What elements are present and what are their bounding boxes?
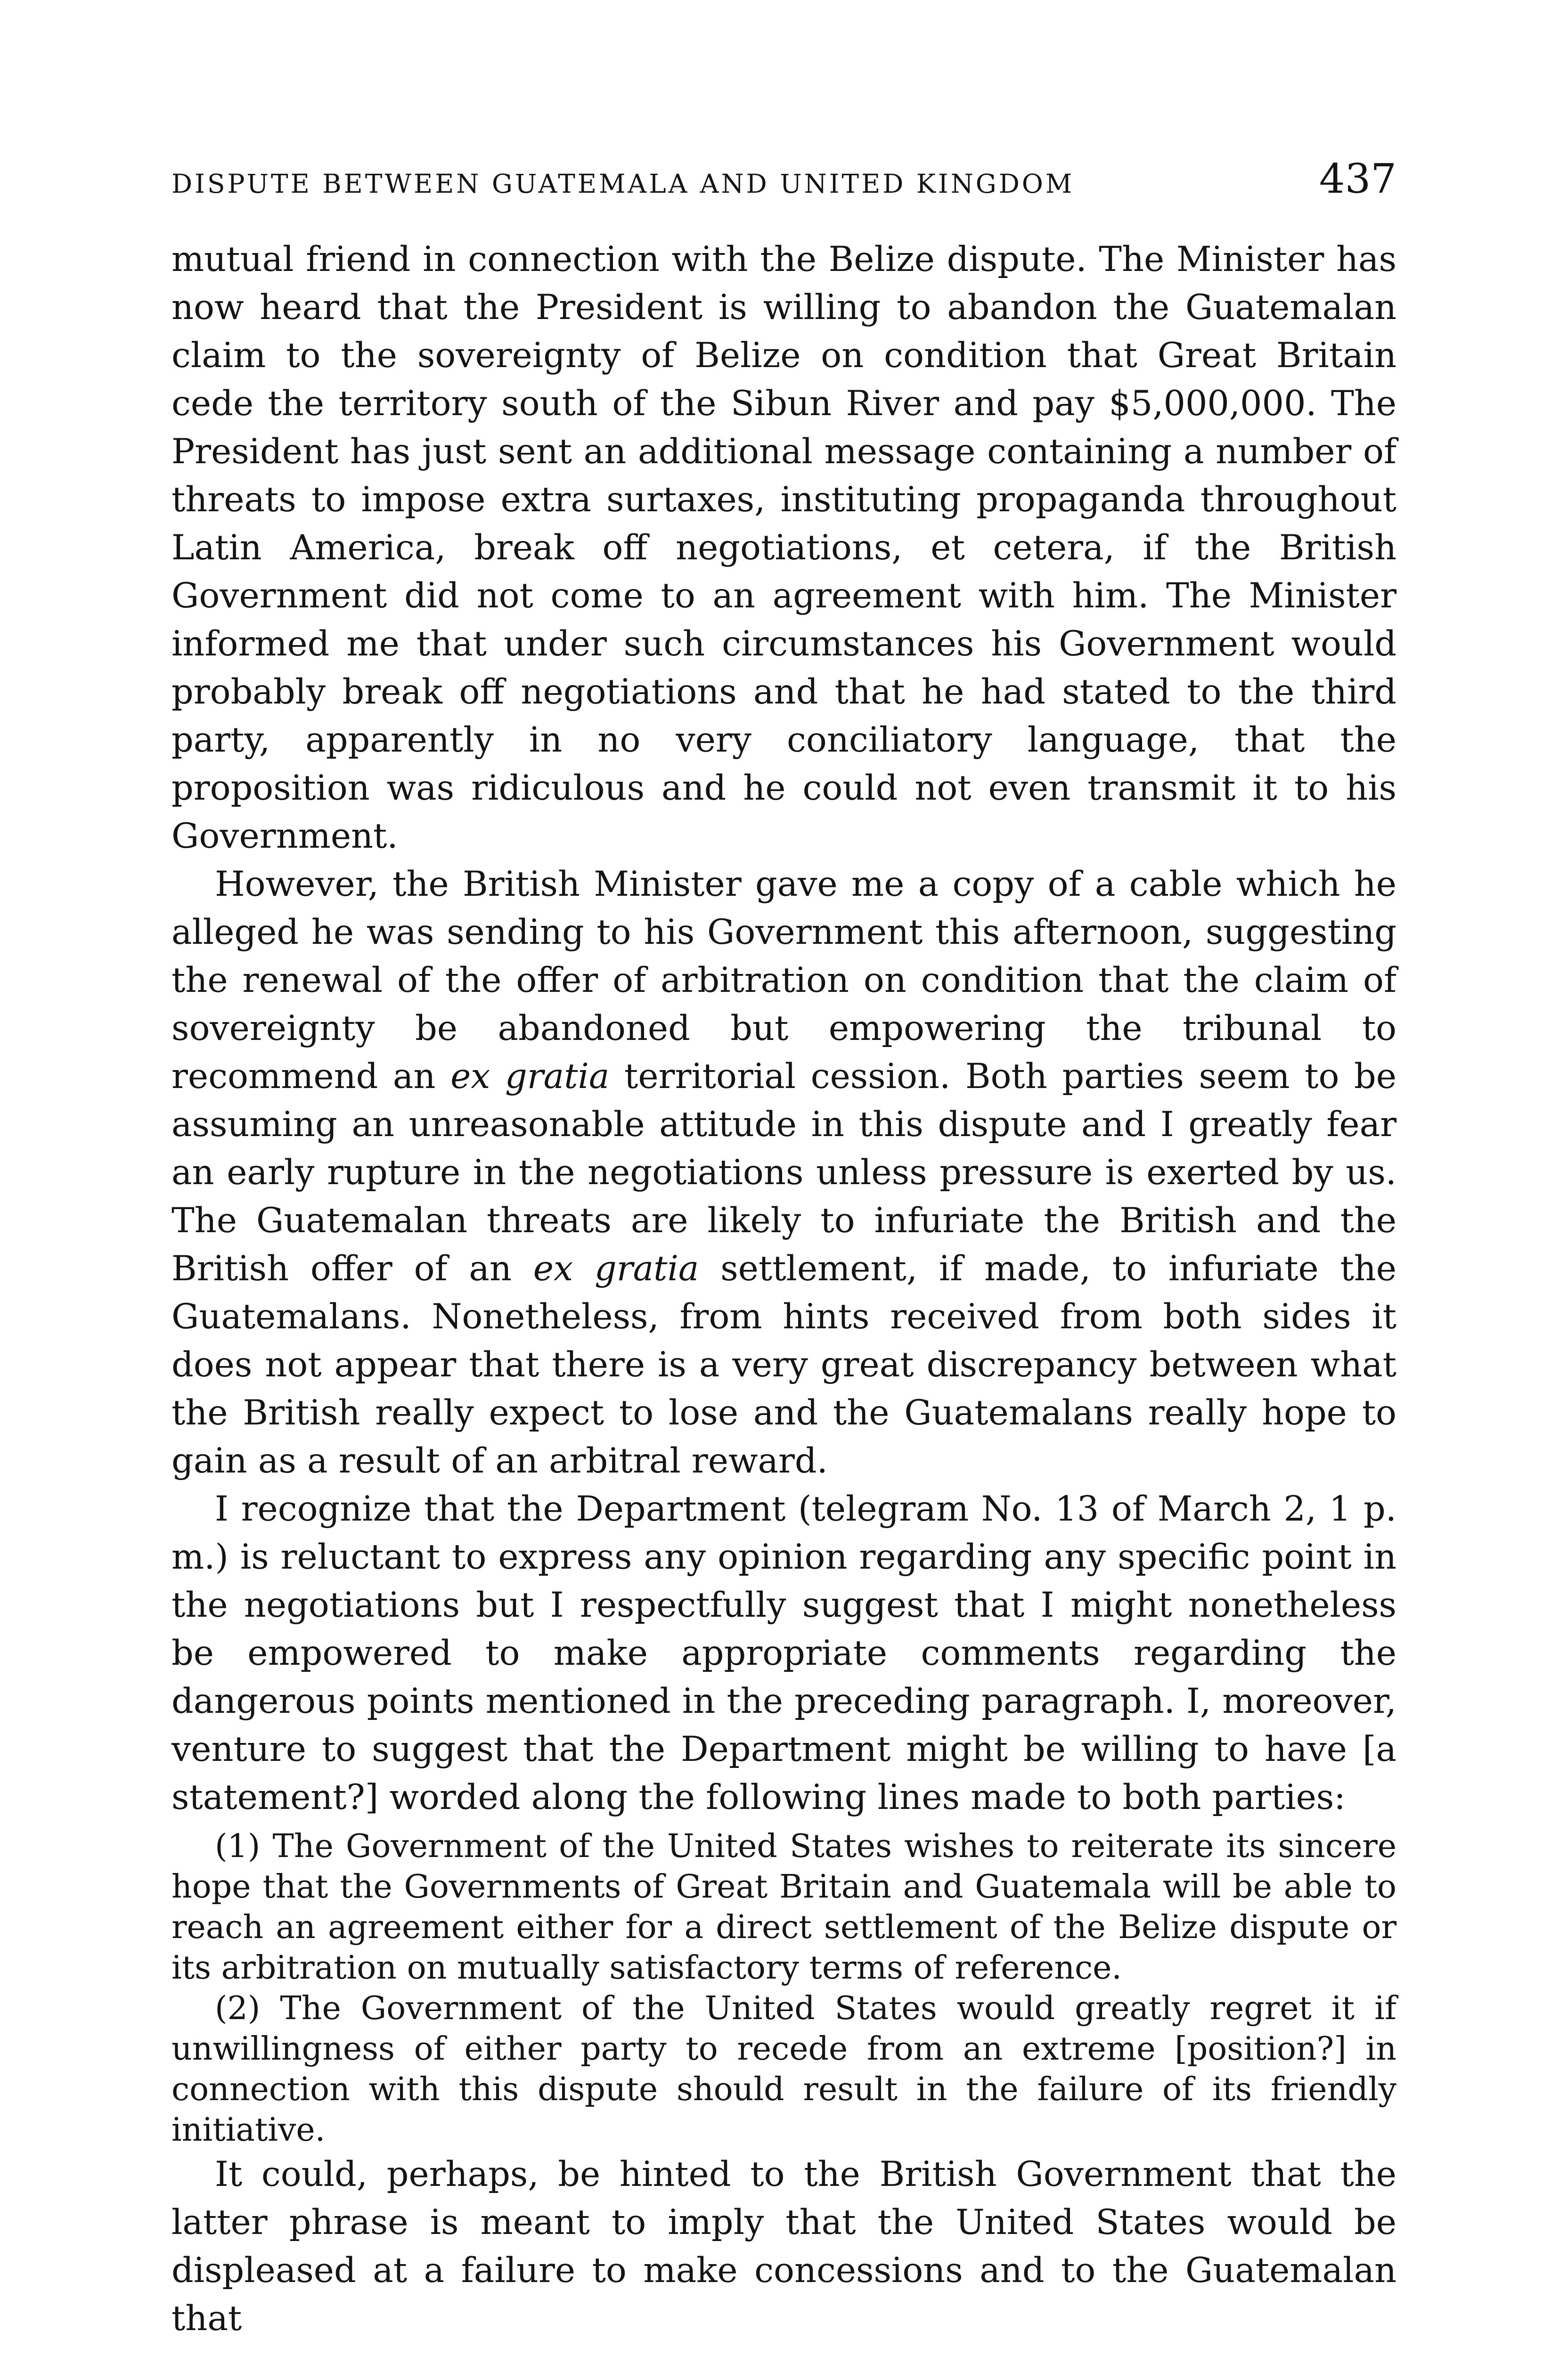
- text-run: mutual friend in connection with the Belize dispute. The Minister has now heard that the President is willing to abandon the Guatemalan claim to the sovereignty of Belize on condition that Great Britain cede the territory south of the Sibun River and pay $5,000,000. The President has just sent an additional message containing a number of threats to impose extra surtaxes, instituting propaganda throughout Latin America, break off negotiations, et cetera, if the British Government did not come to an agreement with him. The Minister informed me that under such circumstances his Government would probably break off negotiations and that he had stated to the third party, apparently in no very conciliatory language, that the proposition was ridiculous and he could not even transmit it to his Government.: [172, 239, 1396, 856]
- header-title: DISPUTE BETWEEN GUATEMALA AND UNITED KINGDOM: [172, 169, 1075, 199]
- text-run: I recognize that the Department (telegram No. 13 of March 2, 1 p. m.) is reluctant to express any opinion regarding any specific point in the negotiations but I respectfully suggest that I might nonetheless be empowered to make appropriate comments regarding the dangerous points mentioned in the preceding paragraph. I, moreover, venture to suggest that the Department might be willing to have [a statement?] worded along the following lines made to both parties:: [172, 1489, 1396, 1817]
- paragraph: [172, 1485, 1396, 1822]
- paragraph: [172, 236, 1396, 860]
- italic-term: ex gratia: [533, 1249, 699, 1289]
- text-run: territorial cession. Both parties seem to be assuming an unreasonable attitude in this dispute and I greatly fear an early rupture in the negotiations unless pressure is exerted by us. The Guatemalan threats are likely to infuriate the British and the British offer of an: [172, 1056, 1396, 1289]
- closing-paragraph: It could, perhaps, be hinted to the British Government that the latter phrase is meant to imply that the United States would be displeased at a failure to make concessions and to the Guatemalan that: [172, 2154, 1396, 2339]
- text-run: settlement, if made, to infuriate the Guatemalans. Nonetheless, from hints received from both sides it does not appear that there is a very great discrepancy between what the British really expect to lose and the Guatemalans really hope to gain as a result of an arbitral reward.: [172, 1249, 1396, 1481]
- body-text: [172, 236, 1396, 2343]
- running-header: [172, 155, 1396, 203]
- italic-term: ex gratia: [450, 1056, 610, 1096]
- quoted-point: (2) The Government of the United States would greatly regret it if unwillingness of either party to recede from an extreme [position?] in connection with this dispute should result in the failure of its friendly initiative.: [172, 1990, 1396, 2149]
- page-number: 437: [1319, 155, 1396, 203]
- text-run: However, the British Minister gave me a copy of a cable which he alleged he was sending to his Government this afternoon, suggesting the renewal of the offer of arbitration on condition that the claim of sovereignty be abandoned but empowering the tribunal to recommend an: [172, 864, 1396, 1096]
- quoted-point: (1) The Government of the United States wishes to reiterate its sincere hope that the Governments of Great Britain and Guatemala will be able to reach an agreement either for a direct settlement of the Belize dispute or its arbitration on mutually satisfactory terms of reference.: [172, 1828, 1396, 1987]
- quoted-statement: [172, 1826, 1396, 2151]
- paragraph: [172, 860, 1396, 1485]
